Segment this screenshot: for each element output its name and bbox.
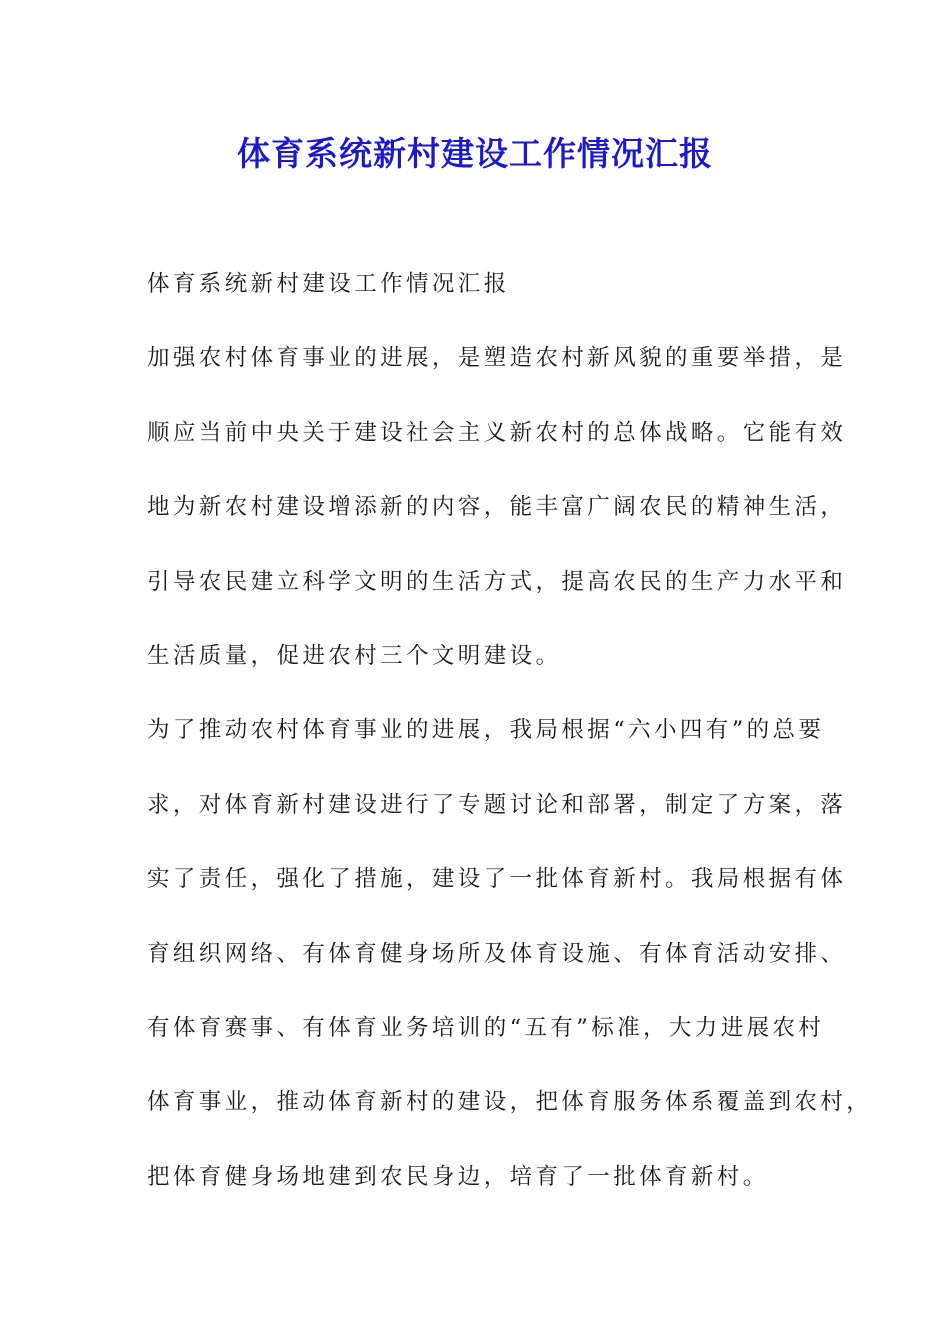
- body-line: 地为新农村建设增添新的内容，能丰富广阔农民的精神生活，: [147, 494, 847, 521]
- body-line: 把体育健身场地建到农民身边，培育了一批体育新村。: [147, 1163, 769, 1190]
- body-line: 加强农村体育事业的进展，是塑造农村新风貌的重要举措，是: [147, 345, 847, 372]
- body-line: 体育事业，推动体育新村的建设，把体育服务体系覆盖到农村，: [147, 1089, 873, 1116]
- body-line: 实了责任，强化了措施，建设了一批体育新村。我局根据有体: [147, 866, 847, 893]
- body-line: 顺应当前中央关于建设社会主义新农村的总体战略。它能有效: [147, 419, 847, 446]
- body-line: 求，对体育新村建设进行了专题讨论和部署，制定了方案，落: [147, 791, 847, 818]
- document-title: 体育系统新村建设工作情况汇报: [237, 134, 713, 173]
- document-body: [147, 262, 873, 1229]
- body-line: 引导农民建立科学文明的生活方式，提高农民的生产力水平和: [147, 568, 847, 595]
- body-line-subtitle: 体育系统新村建设工作情况汇报: [147, 271, 510, 297]
- body-line: 为了推动农村体育事业的进展，我局根据“六小四有”的总要: [147, 717, 825, 744]
- body-line: 生活质量，促进农村三个文明建设。: [147, 642, 562, 669]
- body-line: 育组织网络、有体育健身场所及体育设施、有体育活动安排、: [147, 940, 847, 967]
- body-line: 有体育赛事、有体育业务培训的“五有”标准，大力进展农村: [147, 1014, 825, 1041]
